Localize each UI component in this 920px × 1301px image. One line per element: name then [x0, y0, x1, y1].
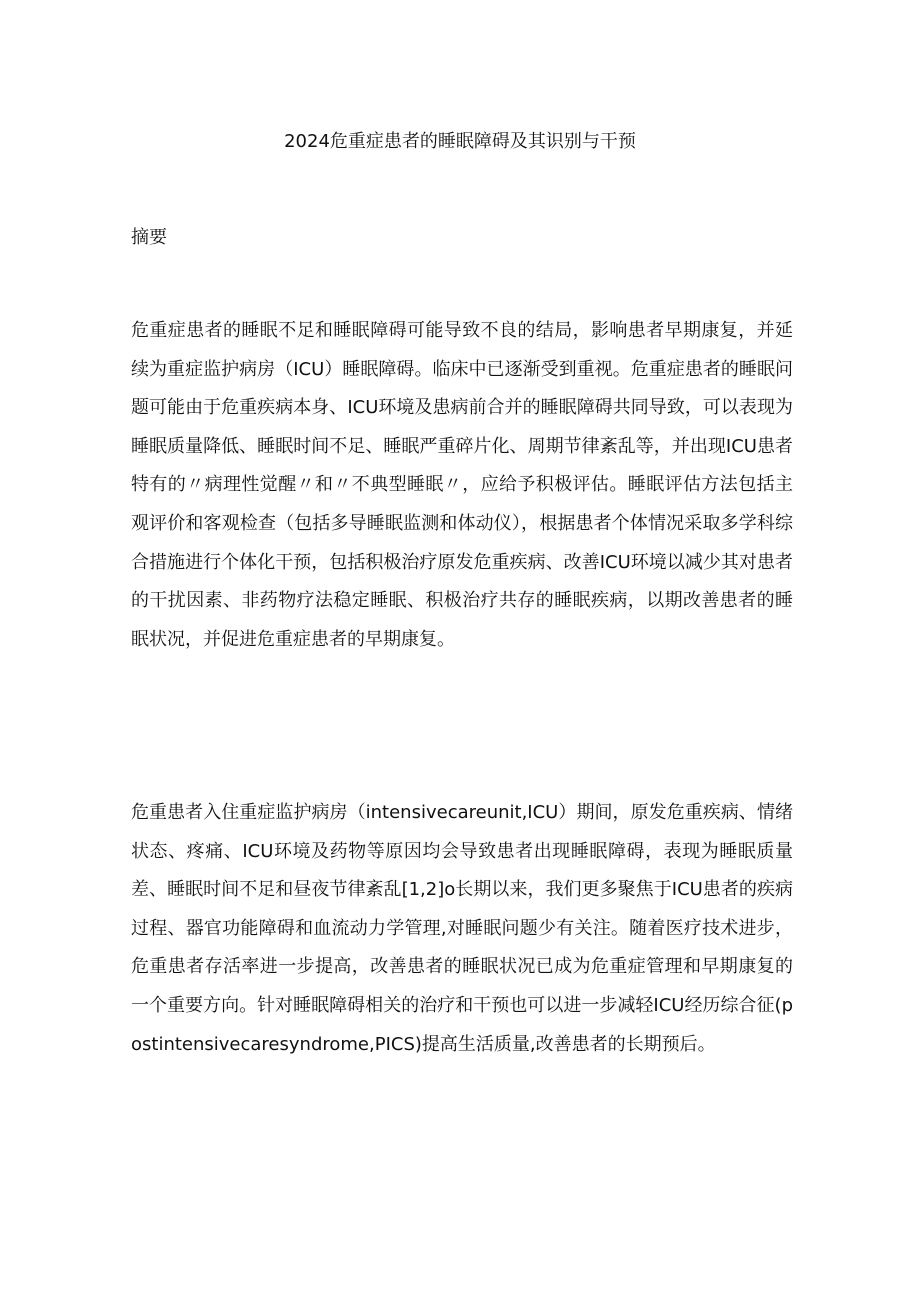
intro-paragraph: 危重患者入住重症监护病房（intensivecareunit,ICU）期间，原发危重疾病、情绪状态、疼痛、ICU环境及药物等原因均会导致患者出现睡眠障碍，表现为睡眠质量差、睡眠时间不足和昼夜节律紊乱[1,2]o长期以来，我们更多聚焦于ICU患者的疾病过程、器官功能障碍和血流动力学管理,对睡眠问题少有关注。随着医疗技术进步，危重患者存活率进一步提高，改善患者的睡眠状况已成为危重症管理和早期康复的一个重要方向。针对睡眠障碍相关的治疗和干预也可以进一步减轻ICU经历综合征(postintensivecaresyndrome,PICS)提高生活质量,改善患者的长期预后。 — [131, 802, 793, 1055]
document-title: 2024危重症患者的睡眠障碍及其识别与干预 — [284, 131, 636, 152]
abstract-paragraph: 危重症患者的睡眠不足和睡眠障碍可能导致不良的结局，影响患者早期康复，并延续为重症监护病房（ICU）睡眠障碍。临床中已逐渐受到重视。危重症患者的睡眠问题可能由于危重疾病本身、ICU环境及患病前合并的睡眠障碍共同导致，可以表现为睡眠质量降低、睡眠时间不足、睡眠严重碎片化、周期节律紊乱等，并出现ICU患者特有的〃病理性觉醒〃和〃不典型睡眠〃，应给予积极评估。睡眠评估方法包括主观评价和客观检查（包括多导睡眠监测和体动仪），根据患者个体情况采取多学科综合措施进行个体化干预，包括积极治疗原发危重疾病、改善ICU环境以减少其对患者的干扰因素、非药物疗法稳定睡眠、积极治疗共存的睡眠疾病，以期改善患者的睡眠状况，并促进危重症患者的早期康复。 — [131, 320, 793, 650]
abstract-heading: 摘要 — [131, 227, 167, 248]
